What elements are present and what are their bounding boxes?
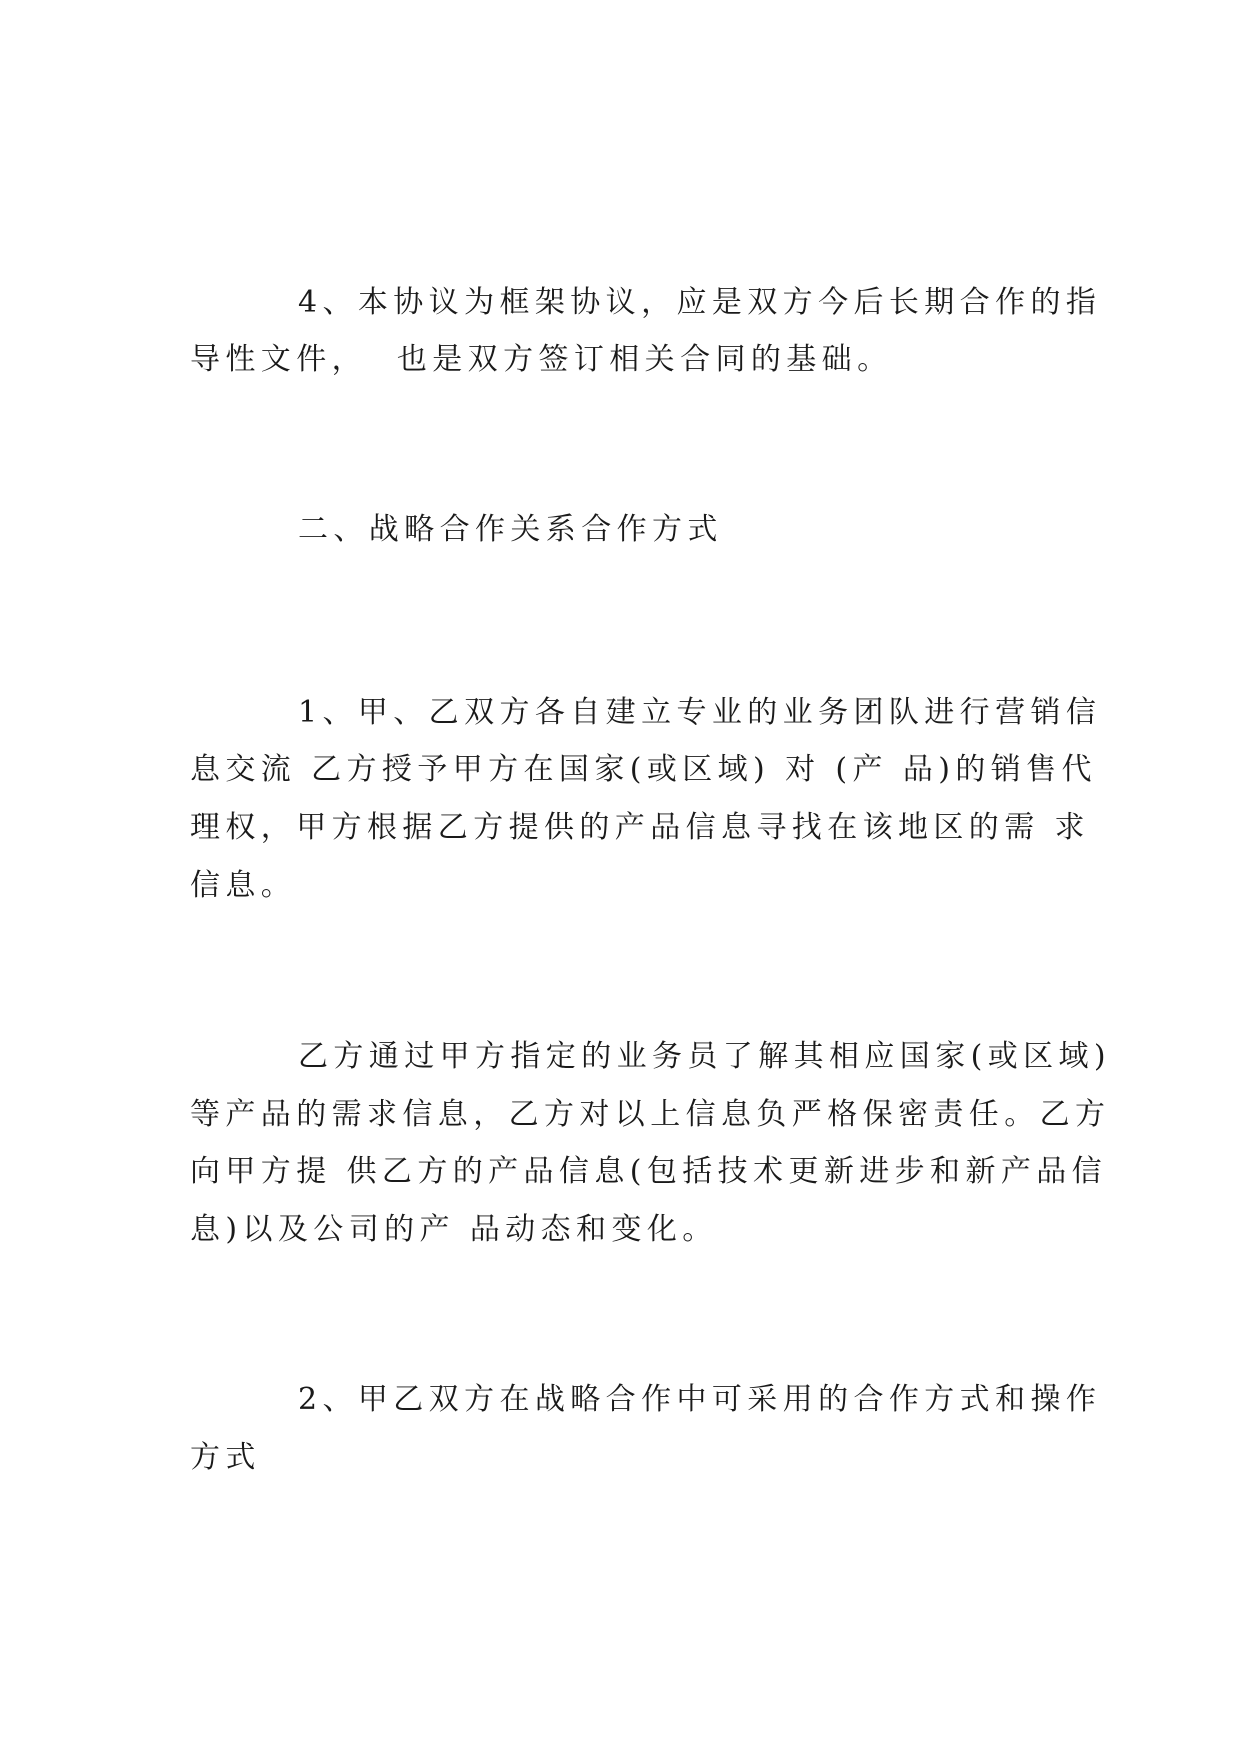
paragraph-line: 息)以及公司的产 品动态和变化。 (190, 1212, 718, 1247)
paragraph-line: 向甲方提 供乙方的产品信息(包括技术更新进步和新产品信 (190, 1154, 1108, 1189)
paragraph-line: 1、甲、乙双方各自建立专业的业务团队进行营销信 (298, 695, 1102, 730)
section-heading-line: 二、战略合作关系合作方式 (298, 512, 723, 547)
paragraph-line: 理权，甲方根据乙方提供的产品信息寻找在该地区的需 求 (190, 810, 1090, 845)
paragraph-line: 4、本协议为框架协议，应是双方今后长期合作的指 (298, 285, 1102, 320)
paragraph-line: 等产品的需求信息，乙方对以上信息负严格保密责任。乙方 (190, 1097, 1111, 1132)
paragraph-line: 导性文件， 也是双方签订相关合同的基础。 (190, 342, 893, 377)
paragraph-line: 2、甲乙双方在战略合作中可采用的合作方式和操作 (298, 1382, 1102, 1417)
paragraph-line: 方式 (190, 1440, 261, 1475)
paragraph-line: 乙方通过甲方指定的业务员了解其相应国家(或区域) (298, 1039, 1112, 1074)
paragraph-line: 信息。 (190, 868, 297, 903)
paragraph-line: 息交流 乙方授予甲方在国家(或区域) 对 (产 品)的销售代 (190, 752, 1097, 787)
